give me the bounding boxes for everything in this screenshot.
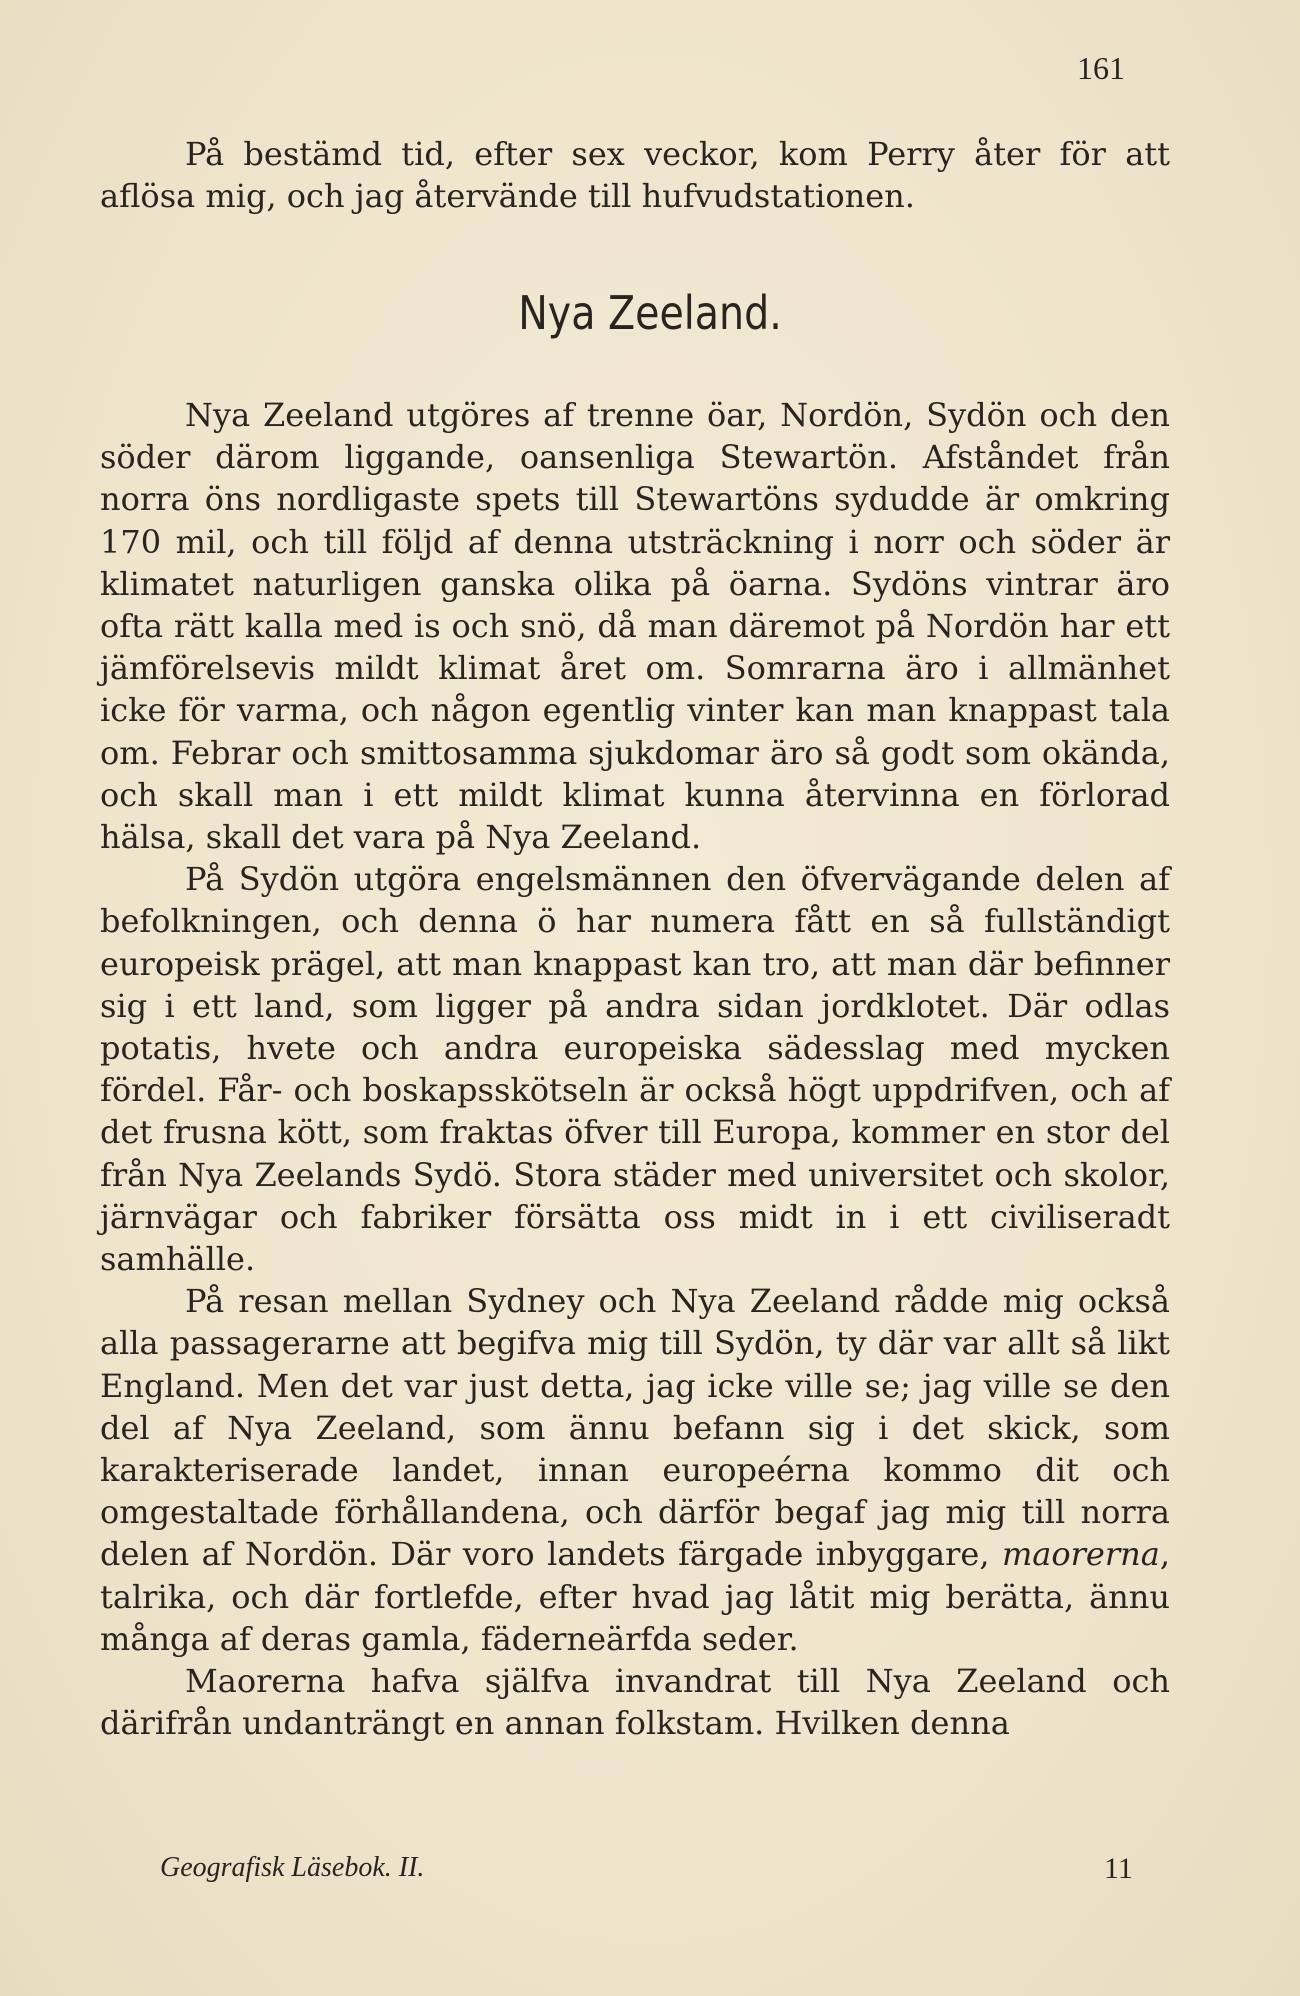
paragraph-4: Maorerna hafva själfva invandrat till Nya Zeeland och därifrån undanträngt en annan folkstam. Hvilken denna [100,1662,1170,1743]
paragraph-1: Nya Zeeland utgöres af trenne öar, Nordön, Sydön och den söder därom liggande, oansenliga Stewartön. Afståndet från norra öns nordligaste spets till Stewartöns sydudde är omkring 170 mil, och till följd af denna utsträckning i norr och söder är klimatet naturligen ganska olika på öarna. Sydöns vintrar äro ofta rätt kalla med is och snö, då man däremot på Nordön har ett jämförelsevis mildt klimat året om. Somrarna äro i allmänhet icke för varma, och någon egentlig vinter kan man knappast tala om. Febrar och smittosamma sjukdomar äro så godt som okända, och skall man i ett mildt klimat kunna återvinna en förlorad hälsa, skall det vara på Nya Zeeland. [100,396,1170,857]
paragraph-3-start: På resan mellan Sydney och Nya Zeeland rådde mig också alla passagerarne att begifva mig till Sydön, ty där var allt så likt England. Men det var just detta, jag icke ville se; jag ville se den del af Nya Zeeland, som ännu befann sig i det skick, som karakteriserade landet, innan europeérna kommo dit och omgestaltade förhållandena, och därför begaf jag mig till norra delen af Nordön. Där voro landets färgade inbyggare, [100,1282,1170,1574]
paragraph-3-end: , talrika, och där fortlefde, efter hvad jag låtit mig berätta, ännu många af deras gamla, fäderneärfda seder. [100,1535,1171,1658]
paragraph-3 [100,1280,1170,1660]
footer-sheet-number: 11 [1104,1852,1133,1885]
section-title: Nya Zeeland. [518,286,782,340]
intro-paragraph [100,133,1170,217]
page-number: 161 [1077,50,1125,86]
footer-signature: Geografisk Läsebok. II. [160,1852,425,1883]
body-text [100,394,1170,1745]
intro-paragraph-text: På bestämd tid, efter sex veckor, kom Perry åter för att aflösa mig, och jag återvände till hufvudstationen. [100,135,1170,216]
paragraph-3-italic: maorerna [1001,1535,1160,1574]
paragraph-2: På Sydön utgöra engelsmännen den öfvervägande delen af befolkningen, och denna ö har numera fått en så fullständigt europeisk prägel, att man knappast kan tro, att man där befinner sig i ett land, som ligger på andra sidan jordklotet. Där odlas potatis, hvete och andra europeiska sädesslag med mycken fördel. Får- och boskapsskötseln är också högt uppdrifven, och af det frusna kött, som fraktas öfver till Europa, kommer en stor del från Nya Zeelands Sydö. Stora städer med universitet och skolor, järnvägar och fabriker försätta oss midt in i ett civiliseradt samhälle. [100,860,1170,1279]
